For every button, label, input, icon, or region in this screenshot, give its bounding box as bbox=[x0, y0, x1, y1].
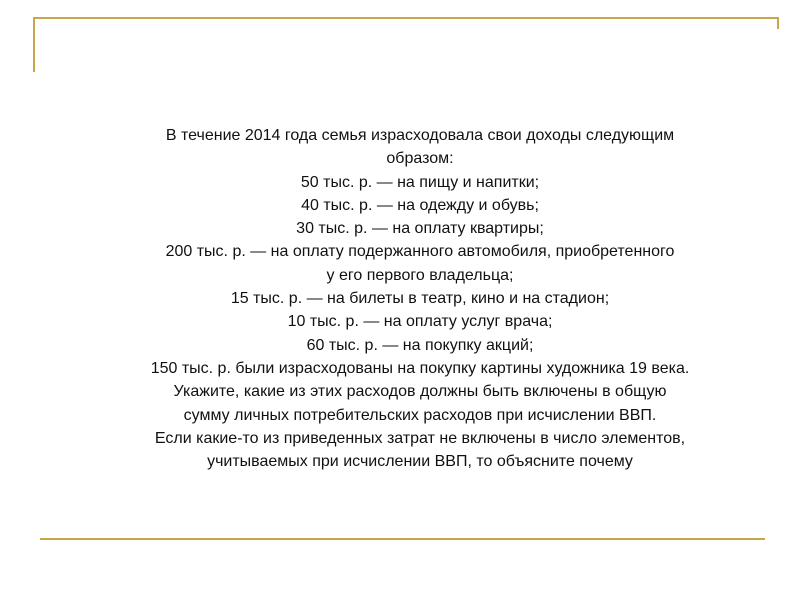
frame-top-line bbox=[33, 17, 778, 19]
task-line: В течение 2014 года семья израсходовала свои доходы следующим bbox=[165, 127, 675, 144]
frame-left-line bbox=[33, 17, 35, 72]
task-line: 30 тыс. р. — на оплату квартиры; bbox=[296, 220, 544, 238]
task-line: 40 тыс. р. — на одежду и обувь; bbox=[301, 196, 539, 214]
task-line: 200 тыс. р. — на оплату подержанного автомобиля, приобретенного bbox=[165, 243, 675, 261]
task-line: 50 тыс. р. — на пищу и напитки; bbox=[300, 173, 540, 191]
task-line: у его первого владельца; bbox=[326, 266, 514, 284]
frame-right-line bbox=[777, 17, 779, 29]
task-line: Укажите, какие из этих расходов должны быть включены в общую bbox=[173, 383, 667, 401]
task-line: 15 тыс. р. — на билеты в театр, кино и на стадион; bbox=[230, 290, 610, 308]
task-line: 150 тыс. р. были израсходованы на покупку картины художника 19 века. bbox=[150, 359, 690, 377]
task-line: 60 тыс. р. — на покупку акций; bbox=[306, 336, 534, 354]
task-line: учитываемых при исчислении ВВП, то объясните почему bbox=[207, 453, 633, 471]
task-line: образом: bbox=[386, 150, 454, 168]
frame-bottom-line bbox=[40, 538, 765, 540]
task-line: сумму личных потребительских расходов при исчислении ВВП. bbox=[183, 406, 657, 424]
task-line: 10 тыс. р. — на оплату услуг врача; bbox=[287, 313, 553, 331]
task-line: Если какие-то из приведенных затрат не включены в число элементов, bbox=[154, 429, 686, 447]
task-text-block bbox=[55, 124, 785, 473]
